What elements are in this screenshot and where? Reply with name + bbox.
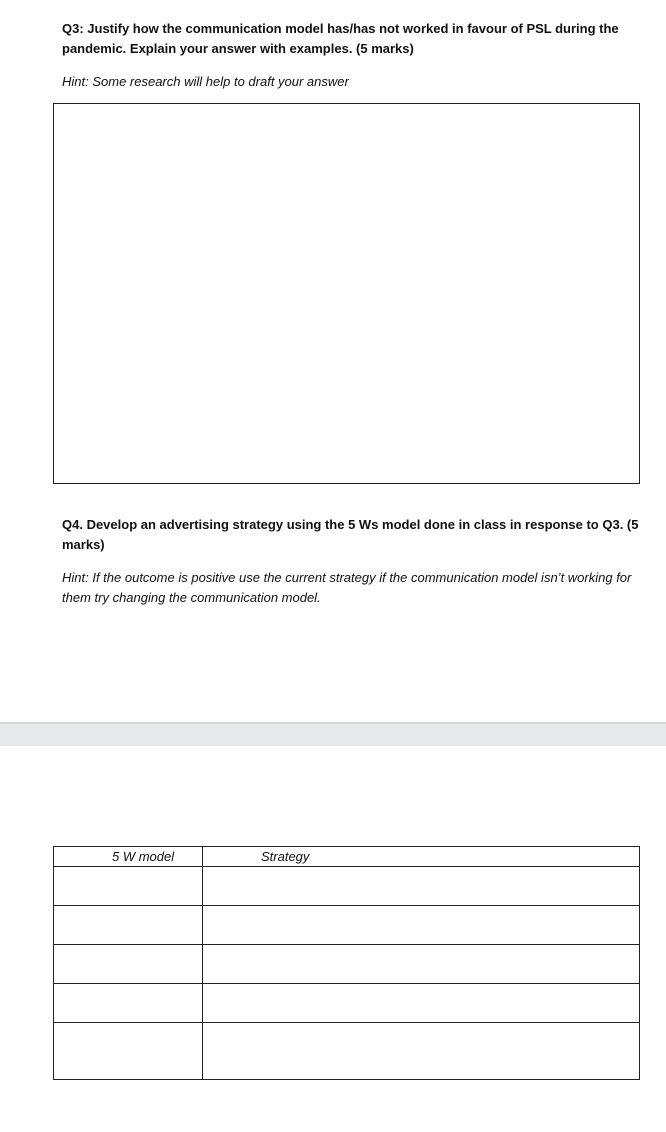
- table-cell-5w[interactable]: [54, 984, 203, 1023]
- q3-answer-box[interactable]: [53, 103, 640, 484]
- table-header-row: [54, 847, 640, 867]
- table-cell-5w[interactable]: [54, 1023, 203, 1080]
- table-cell-strategy[interactable]: [203, 945, 640, 984]
- table-cell-strategy[interactable]: [203, 1023, 640, 1080]
- table-cell-strategy[interactable]: [203, 984, 640, 1023]
- table-cell-5w[interactable]: [54, 867, 203, 906]
- header-strategy: Strategy: [203, 847, 640, 867]
- table-cell-5w[interactable]: [54, 945, 203, 984]
- table-row: [54, 984, 640, 1023]
- table-row: [54, 1023, 640, 1080]
- q4-question: Q4. Develop an advertising strategy using the 5 Ws model done in class in response to Q3. (5 marks): [62, 517, 639, 552]
- table-row: [54, 906, 640, 945]
- table-cell-strategy[interactable]: [203, 906, 640, 945]
- table-cell-strategy[interactable]: [203, 867, 640, 906]
- five-w-strategy-table: [53, 846, 640, 1080]
- table-cell-5w[interactable]: [54, 906, 203, 945]
- page-break-gap: [0, 722, 666, 746]
- q4-hint: Hint: If the outcome is positive use the current strategy if the communication model isn’t working for them try changing the communication model.: [62, 570, 632, 605]
- q3-question: Q3: Justify how the communication model has/has not worked in favour of PSL during the pandemic. Explain your answer with examples. (5 marks): [62, 21, 619, 56]
- table-row: [54, 867, 640, 906]
- q3-hint: Hint: Some research will help to draft your answer: [62, 74, 349, 89]
- header-5w-model: 5 W model: [54, 847, 203, 867]
- table-row: [54, 945, 640, 984]
- document-page-2: [0, 746, 666, 1132]
